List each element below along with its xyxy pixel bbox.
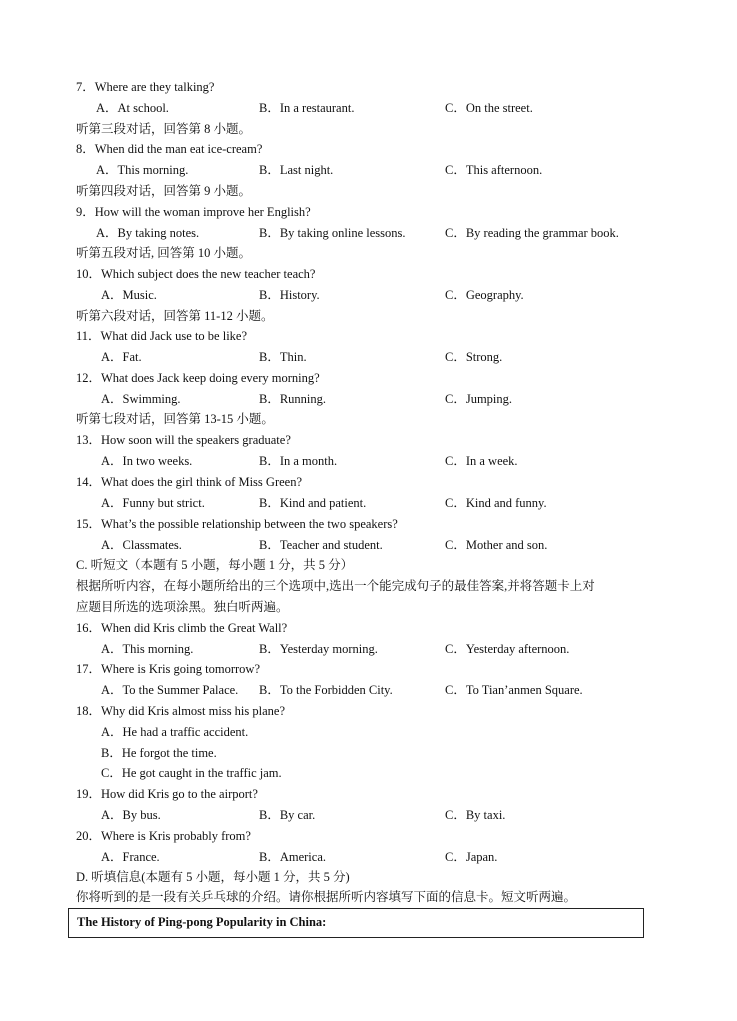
q11-option-c: C．Strong. [445, 350, 503, 364]
q17-option-a: A．To the Summer Palace. [101, 683, 239, 697]
q12-option-c: C．Jumping. [445, 392, 513, 406]
part-d-title: D. 听填信息(本题有 5 小题，每小题 1 分，共 5 分) [76, 870, 350, 884]
section-5-instruction: 听第五段对话, 回答第 10 小题。 [76, 246, 252, 260]
q7-option-a: A．At school. [96, 101, 169, 115]
q11-option-a: A．Fat. [101, 350, 142, 364]
question-14: 14．What does the girl think of Miss Green? [76, 475, 302, 489]
q18-option-c: C．He got caught in the traffic jam. [101, 766, 282, 780]
part-c-title: C. 听短文（本题有 5 小题，每小题 1 分，共 5 分） [76, 558, 354, 572]
section-3-instruction: 听第三段对话，回答第 8 小题。 [76, 122, 252, 136]
info-card-title: The History of Ping-pong Popularity in China: [77, 915, 327, 929]
question-17: 17．Where is Kris going tomorrow? [76, 662, 260, 676]
question-13: 13．How soon will the speakers graduate? [76, 433, 291, 447]
q14-option-c: C．Kind and funny. [445, 496, 547, 510]
q20-option-a: A．France. [101, 850, 160, 864]
question-8: 8．When did the man eat ice-cream? [76, 142, 263, 156]
q17-option-b: B．To the Forbidden City. [259, 683, 393, 697]
q17-option-c: C．To Tian’anmen Square. [445, 683, 583, 697]
q12-option-a: A．Swimming. [101, 392, 181, 406]
q16-option-a: A．This morning. [101, 642, 194, 656]
q9-option-c: C．By reading the grammar book. [445, 226, 619, 240]
question-7: 7．Where are they talking? [76, 80, 215, 94]
q11-option-b: B．Thin. [259, 350, 307, 364]
q16-option-b: B．Yesterday morning. [259, 642, 378, 656]
question-11: 11．What did Jack use to be like? [76, 329, 248, 343]
q19-option-a: A．By bus. [101, 808, 161, 822]
q10-option-b: B．History. [259, 288, 320, 302]
section-6-instruction: 听第六段对话，回答第 11-12 小题。 [76, 309, 274, 323]
q20-option-c: C．Japan. [445, 850, 498, 864]
question-9: 9．How will the woman improve her English? [76, 205, 311, 219]
question-12: 12．What does Jack keep doing every morning? [76, 371, 320, 385]
q10-option-c: C．Geography. [445, 288, 524, 302]
q9-option-b: B．By taking online lessons. [259, 226, 406, 240]
section-7-instruction: 听第七段对话，回答第 13-15 小题。 [76, 412, 274, 426]
question-20: 20．Where is Kris probably from? [76, 829, 251, 843]
q12-option-b: B．Running. [259, 392, 327, 406]
q13-option-c: C．In a week. [445, 454, 518, 468]
section-4-instruction: 听第四段对话，回答第 9 小题。 [76, 184, 252, 198]
q8-option-a: A．This morning. [96, 163, 189, 177]
question-10: 10．Which subject does the new teacher teach? [76, 267, 316, 281]
q8-option-b: B．Last night. [259, 163, 334, 177]
q18-option-b: B．He forgot the time. [101, 746, 217, 760]
q19-option-b: B．By car. [259, 808, 316, 822]
q13-option-b: B．In a month. [259, 454, 338, 468]
question-18: 18．Why did Kris almost miss his plane? [76, 704, 286, 718]
info-card [68, 908, 644, 938]
q15-option-c: C．Mother and son. [445, 538, 548, 552]
q18-option-a: A．He had a traffic accident. [101, 725, 249, 739]
q7-option-c: C．On the street. [445, 101, 533, 115]
q15-option-a: A．Classmates. [101, 538, 182, 552]
question-15: 15．What’s the possible relationship between the two speakers? [76, 517, 398, 531]
q14-option-a: A．Funny but strict. [101, 496, 205, 510]
q13-option-a: A．In two weeks. [101, 454, 193, 468]
q14-option-b: B．Kind and patient. [259, 496, 367, 510]
part-c-instruction-line-1: 根据所听内容，在每小题所给出的三个选项中,选出一个能完成句子的最佳答案,并将答题卡上对 [76, 579, 595, 593]
q16-option-c: C．Yesterday afternoon. [445, 642, 570, 656]
q15-option-b: B．Teacher and student. [259, 538, 383, 552]
question-19: 19．How did Kris go to the airport? [76, 787, 258, 801]
q8-option-c: C．This afternoon. [445, 163, 543, 177]
q20-option-b: B．America. [259, 850, 326, 864]
q19-option-c: C．By taxi. [445, 808, 506, 822]
q7-option-b: B．In a restaurant. [259, 101, 355, 115]
part-d-instruction: 你将听到的是一段有关乒乓球的介绍。请你根据所听内容填写下面的信息卡。短文听两遍。 [76, 890, 577, 904]
part-c-instruction-line-2: 应题目所选的选项涂黑。独白听两遍。 [76, 600, 289, 614]
q9-option-a: A．By taking notes. [96, 226, 200, 240]
q10-option-a: A．Music. [101, 288, 157, 302]
question-16: 16．When did Kris climb the Great Wall? [76, 621, 288, 635]
